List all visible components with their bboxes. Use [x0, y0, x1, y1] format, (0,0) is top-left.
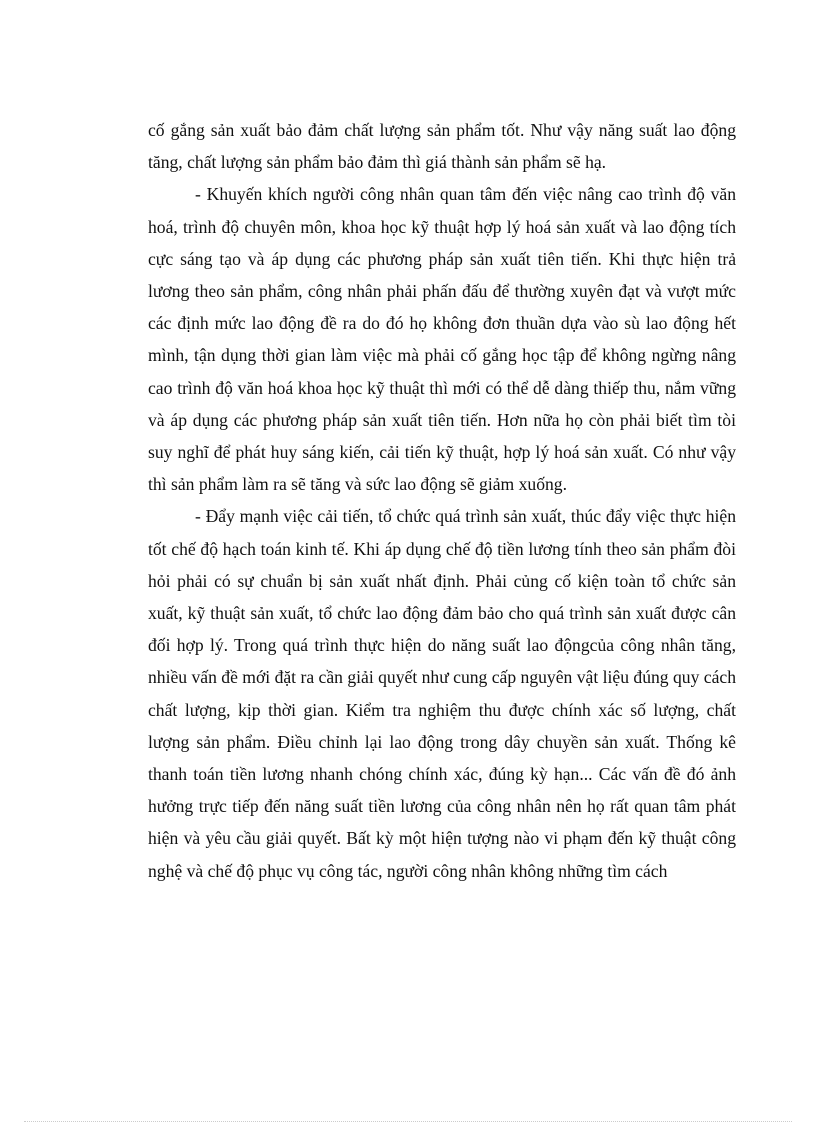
paragraph-improve-production: - Đẩy mạnh việc cải tiến, tổ chức quá trình sản xuất, thúc đẩy việc thực hiện tốt chế độ hạch toán kinh tế. Khi áp dụng chế độ tiền lương tính theo sản phẩm đòi hỏi phải có sự chuẩn bị sản xuất nhất định. Phải củng cố kiện toàn tổ chức sản xuất, kỹ thuật sản xuất, tổ chức lao động đảm bảo cho quá trình sản xuất được cân đối hợp lý. Trong quá trình thực hiện do năng suất lao độngcủa công nhân tăng, nhiều vấn đề mới đặt ra cần giải quyết như cung cấp nguyên vật liệu đúng quy cách chất lượng, kịp thời gian. Kiểm tra nghiệm thu được chính xác số lượng, chất lượng sản phẩm. Điều chỉnh lại lao động trong dây chuyền sản xuất. Thống kê thanh toán tiền lương nhanh chóng chính xác, đúng kỳ hạn... Các vấn đề đó ảnh hưởng trực tiếp đến năng suất tiền lương của công nhân nên họ rất quan tâm phát hiện và yêu cầu giải quyết. Bất kỳ một hiện tượng nào vi phạm đến kỹ thuật công nghệ và chế độ phục vụ công tác, người công nhân không những tìm cách: [148, 506, 737, 881]
body-text: [148, 114, 736, 887]
paragraph-continuation: cố gắng sản xuất bảo đảm chất lượng sản phẩm tốt. Như vậy năng suất lao động tăng, chất lượng sản phẩm bảo đảm thì giá thành sản phẩm sẽ hạ.: [148, 120, 736, 173]
page-bottom-border: [24, 1121, 792, 1122]
paragraph-encourage-workers: - Khuyến khích người công nhân quan tâm đến việc nâng cao trình độ văn hoá, trình độ chuyên môn, khoa học kỹ thuật hợp lý hoá sản xuất và lao động tích cực sáng tạo và áp dụng các phương pháp sản xuất tiên tiến. Khi thực hiện trả lương theo sản phẩm, công nhân phải phấn đấu để thường xuyên đạt và vượt mức các định mức lao động đề ra do đó họ không đơn thuần dựa vào sù lao động hết mình, tận dụng thời gian làm việc mà phải cố gắng học tập để không ngừng nâng cao trình độ văn hoá khoa học kỹ thuật thì mới có thể dễ dàng thiếp thu, nắm vững và áp dụng các phương pháp sản xuất tiên tiến. Hơn nữa họ còn phải biết tìm tòi suy nghĩ để phát huy sáng kiến, cải tiến kỹ thuật, hợp lý hoá sản xuất. Có như vậy thì sản phẩm làm ra sẽ tăng và sức lao động sẽ giảm xuống.: [148, 184, 736, 495]
